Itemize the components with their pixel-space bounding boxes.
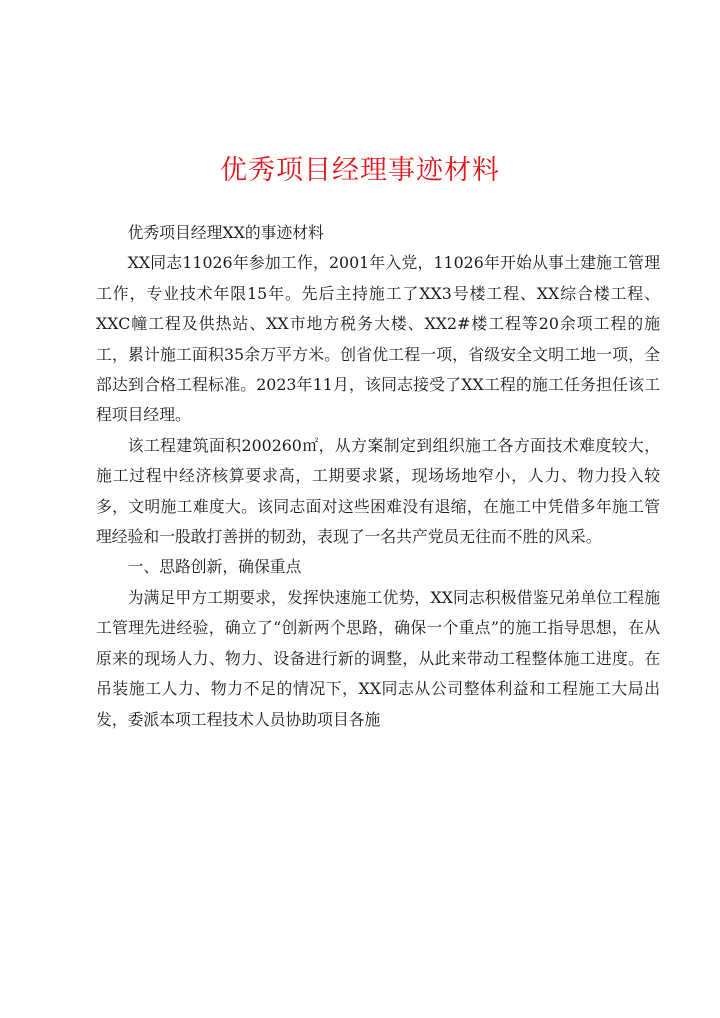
- body-paragraph: 该工程建筑面积200260㎡，从方案制定到组织施工各方面技术难度较大，施工过程中经济核算要求高，工期要求紧，现场场地窄小，人力、物力投入较多，文明施工难度大。该同志面对这些困难没有退缩，在施工中凭借多年施工管理经验和一股敢打善拼的韧劲，表现了一名共产党员无往而不胜的风采。: [96, 435, 660, 547]
- subtitle-paragraph: 优秀项目经理XX的事迹材料: [127, 223, 324, 242]
- body-paragraph: 为满足甲方工期要求，发挥快速施工优势，XX同志积极借鉴兄弟单位工程施工管理先进经验，确立了“创新两个思路，确保一个重点”的施工指导思想，在从原来的现场人力、物力、设备进行新的调整，从此来带动工程整体施工进度。在吊装施工人力、物力不足的情况下，XX同志从公司整体利益和工程施工大局出发，委派本项工程技术人员协助项目各施: [96, 587, 660, 729]
- section-heading: 一、思路创新，确保重点: [127, 557, 302, 577]
- document-title: 优秀项目经理事迹材料: [220, 155, 500, 186]
- document-body: [96, 218, 660, 735]
- body-paragraph: XX同志11026年参加工作，2001年入党，11026年开始从事土建施工管理工作，专业技术年限15年。先后主持施工了XX3号楼工程、XX综合楼工程、XXC幢工程及供热站、XX市地方税务大楼、XX2#楼工程等20余项工程的施工，累计施工面积35余万平方米。创省优工程一项，省级安全文明工地一项，全部达到合格工程标准。2023年11月，该同志接受了XX工程的施工任务担任该工程项目经理。: [96, 253, 660, 425]
